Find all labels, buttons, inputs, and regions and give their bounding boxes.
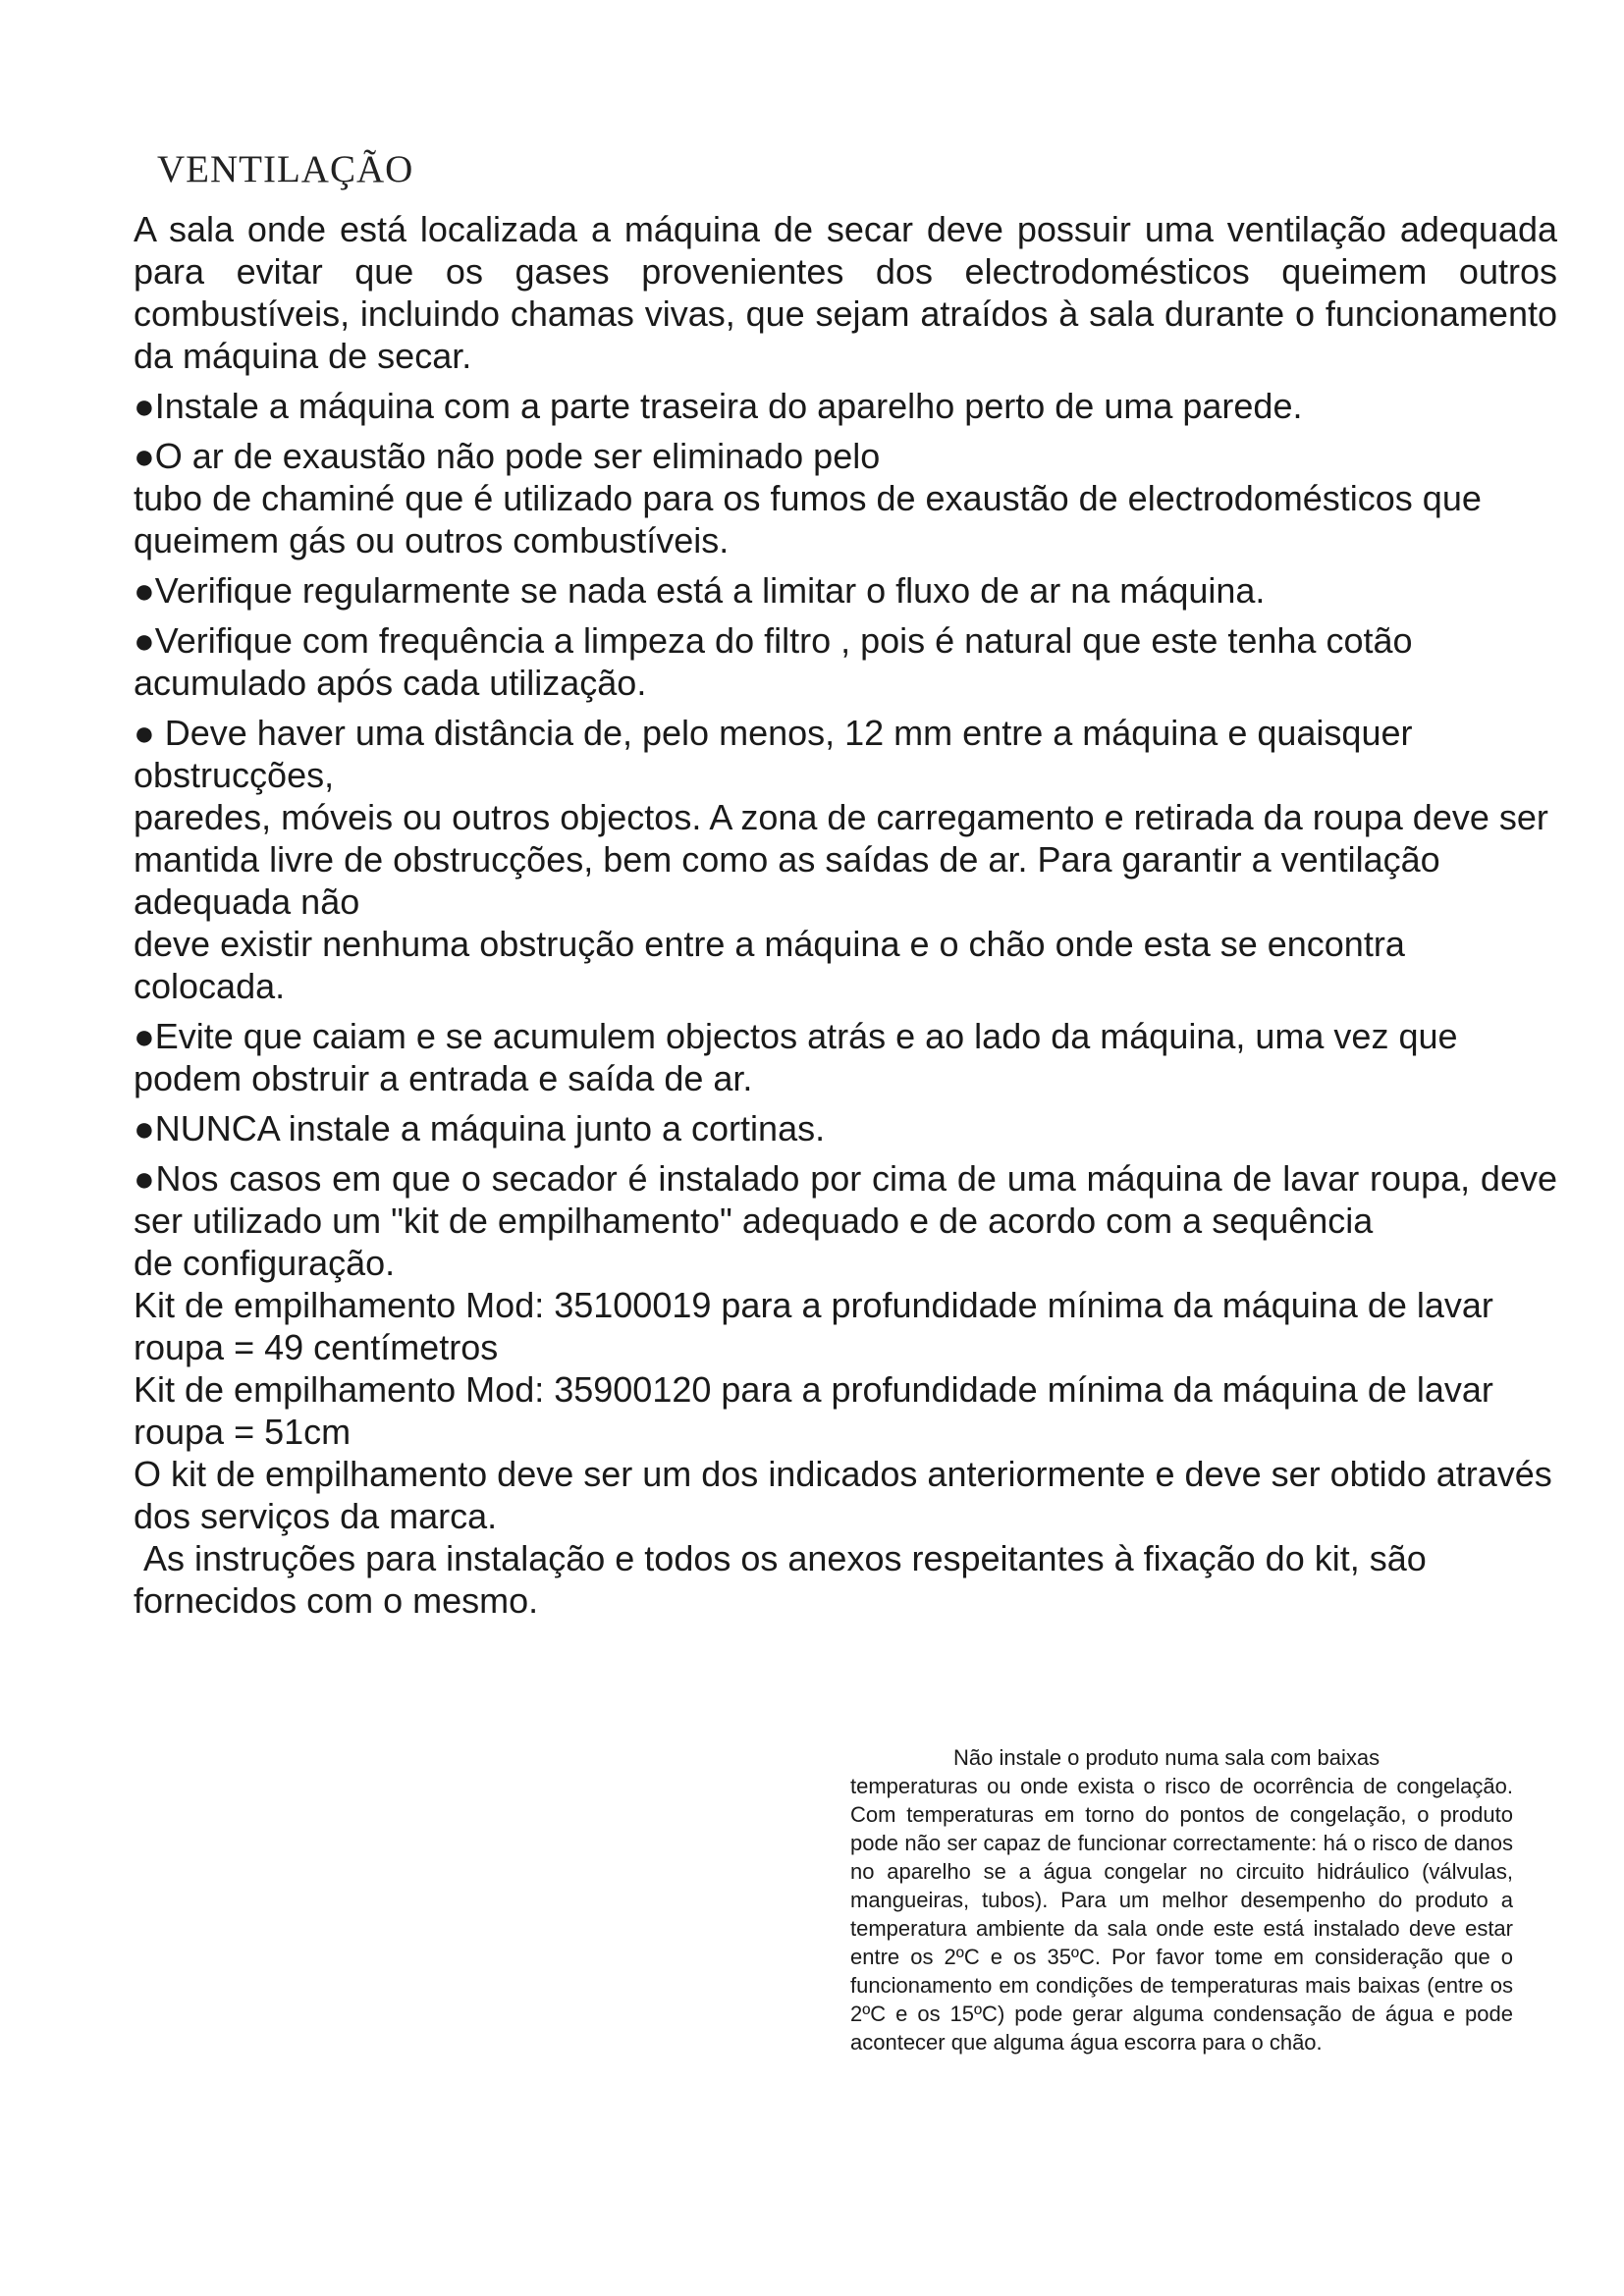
temperature-note-first-line: Não instale o produto numa sala com baixas: [953, 1745, 1380, 1770]
bullet-clearance-line3: mantida livre de obstrucções, bem como as saídas de ar. Para garantir a ventilação adequada não: [134, 839, 1440, 922]
kit-note: O kit de empilhamento deve ser um dos indicados anteriormente e deve ser obtido através dos serviços da marca.: [134, 1454, 1552, 1536]
bullet-avoid-objects: ●Evite que caiam e se acumulem objectos atrás e ao lado da máquina, uma vez que podem obstruir a entrada e saída de ar.: [134, 1016, 1458, 1098]
bullet-curtains: ●NUNCA instale a máquina junto a cortinas.: [134, 1108, 826, 1148]
bullet-install-near-wall: ●Instale a máquina com a parte traseira do aparelho perto de uma parede.: [134, 386, 1303, 426]
bullet-clearance-line4: deve existir nenhuma obstrução entre a máquina e o chão onde esta se encontra colocada.: [134, 924, 1405, 1006]
kit-instructions: As instruções para instalação e todos os anexos respeitantes à fixação do kit, são fornecidos com o mesmo.: [134, 1538, 1436, 1621]
section-heading: VENTILAÇÃO: [157, 148, 414, 190]
kit-model-1: Kit de empilhamento Mod: 35100019 para a profundidade mínima da máquina de lavar roupa = 49 centímetros: [134, 1285, 1493, 1367]
bullet-clearance-line2: paredes, móveis ou outros objectos. A zona de carregamento e retirada da roupa deve ser: [134, 797, 1548, 837]
bullet-stacking-kit-line1: ●Nos casos em que o secador é instalado por cima de uma máquina de lavar roupa, deve ser utilizado um "kit de empilhamento" adequado e de acordo com a sequência: [134, 1158, 1557, 1241]
body-text: [134, 208, 1557, 1622]
bullet-clearance-line1: ● Deve haver uma distância de, pelo menos, 12 mm entre a máquina e quaisquer obstrucções,: [134, 713, 1413, 795]
temperature-note-body: temperaturas ou onde exista o risco de ocorrência de congelação. Com temperaturas em torno do pontos de congelação, o produto pode não ser capaz de funcionar correctamente: há o risco de danos no aparelho se a água congelar no circuito hidráulico (válvulas, mangueiras, tubos). Para um melhor desempenho do produto a temperatura ambiente da sala onde este está instalado deve estar entre os 2ºC e os 35ºC. Por favor tome em consideração que o funcionamento em condições de temperaturas mais baixas (entre os 2ºC e os 15ºC) pode gerar alguma condensação de água e pode acontecer que alguma água escorra para o chão.: [850, 1774, 1513, 2055]
bullet-exhaust-air-line2: tubo de chaminé que é utilizado para os fumos de exaustão de electrodomésticos que queimem gás ou outros combustíveis.: [134, 478, 1482, 561]
kit-model-2: Kit de empilhamento Mod: 35900120 para a profundidade mínima da máquina de lavar roupa = 51cm: [134, 1369, 1493, 1452]
bullet-exhaust-air-line1: ●O ar de exaustão não pode ser eliminado pelo: [134, 436, 881, 476]
temperature-note: [850, 1743, 1513, 2056]
bullet-stacking-kit-line2: de configuração.: [134, 1243, 396, 1283]
intro-paragraph: A sala onde está localizada a máquina de secar deve possuir uma ventilação adequada para evitar que os gases provenientes dos electrodomésticos queimem outros combustíveis, incluindo chamas vivas, que sejam atraídos à sala durante o funcionamento da máquina de secar.: [134, 209, 1557, 376]
bullet-check-filter: ●Verifique com frequência a limpeza do filtro , pois é natural que este tenha cotão acumulado após cada utilização.: [134, 620, 1413, 703]
bullet-check-airflow: ●Verifique regularmente se nada está a limitar o fluxo de ar na máquina.: [134, 570, 1266, 611]
